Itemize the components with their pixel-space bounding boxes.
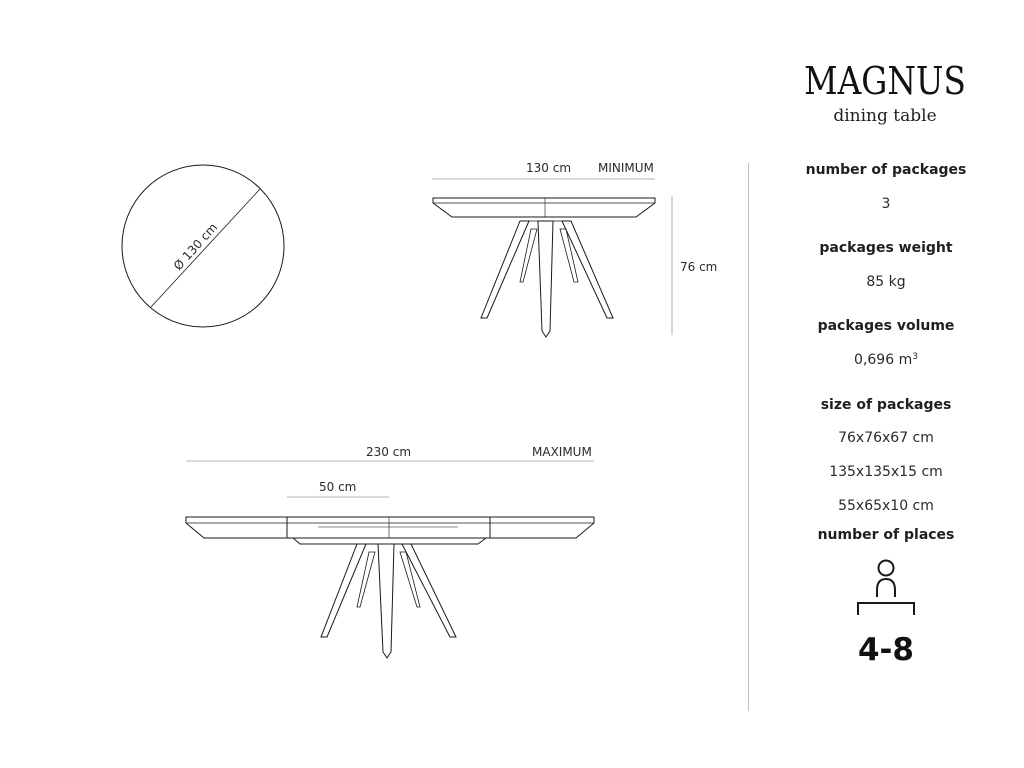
max-table-top-left <box>186 517 287 538</box>
packages-size-label: size of packages <box>820 397 952 413</box>
min-side-view-drawing <box>432 161 717 337</box>
max-support <box>293 538 486 544</box>
packages-weight-value: 85 kg <box>866 274 906 290</box>
max-side-view-drawing <box>186 445 594 658</box>
diameter-label: Ø 130 cm <box>170 220 221 274</box>
max-table-top-right <box>490 517 594 538</box>
max-width-mode: MAXIMUM <box>532 445 592 459</box>
max-leg-center <box>378 544 394 658</box>
max-leg-right <box>402 544 456 637</box>
min-width-label: 130 cm <box>526 161 572 175</box>
min-leg-right <box>562 221 613 318</box>
packages-volume-label: packages volume <box>817 318 955 334</box>
product-name: MAGNUS <box>804 59 966 103</box>
height-label: 76 cm <box>680 260 718 274</box>
packages-volume-number: 0,696 m <box>854 352 913 368</box>
packages-weight-label: packages weight <box>819 240 953 256</box>
places-value: 4-8 <box>857 632 914 668</box>
max-width-label: 230 cm <box>366 445 412 459</box>
packages-volume-value <box>770 352 1002 368</box>
person-at-table-icon <box>855 558 917 618</box>
packages-size-value-3: 55x65x10 cm <box>838 498 934 514</box>
places-label: number of places <box>817 527 955 543</box>
top-view-drawing <box>122 165 284 327</box>
min-leg-left <box>481 221 529 318</box>
min-leg-center <box>538 221 553 337</box>
packages-size-value-1: 76x76x67 cm <box>838 430 934 446</box>
brand-block <box>760 58 1010 126</box>
packages-size-value-2: 135x135x15 cm <box>829 464 943 480</box>
max-insert-leaf <box>287 517 490 538</box>
column-divider <box>748 163 749 711</box>
diameter-line <box>151 189 260 307</box>
min-table-top <box>433 198 655 217</box>
packages-count-label: number of packages <box>805 162 967 178</box>
insert-label: 50 cm <box>319 480 357 494</box>
volume-unit-superscript: 3 <box>912 352 918 362</box>
product-subtitle: dining table <box>833 106 937 126</box>
min-width-mode: MINIMUM <box>598 161 654 175</box>
max-leg-left <box>321 544 366 637</box>
packages-count-value: 3 <box>881 196 891 212</box>
